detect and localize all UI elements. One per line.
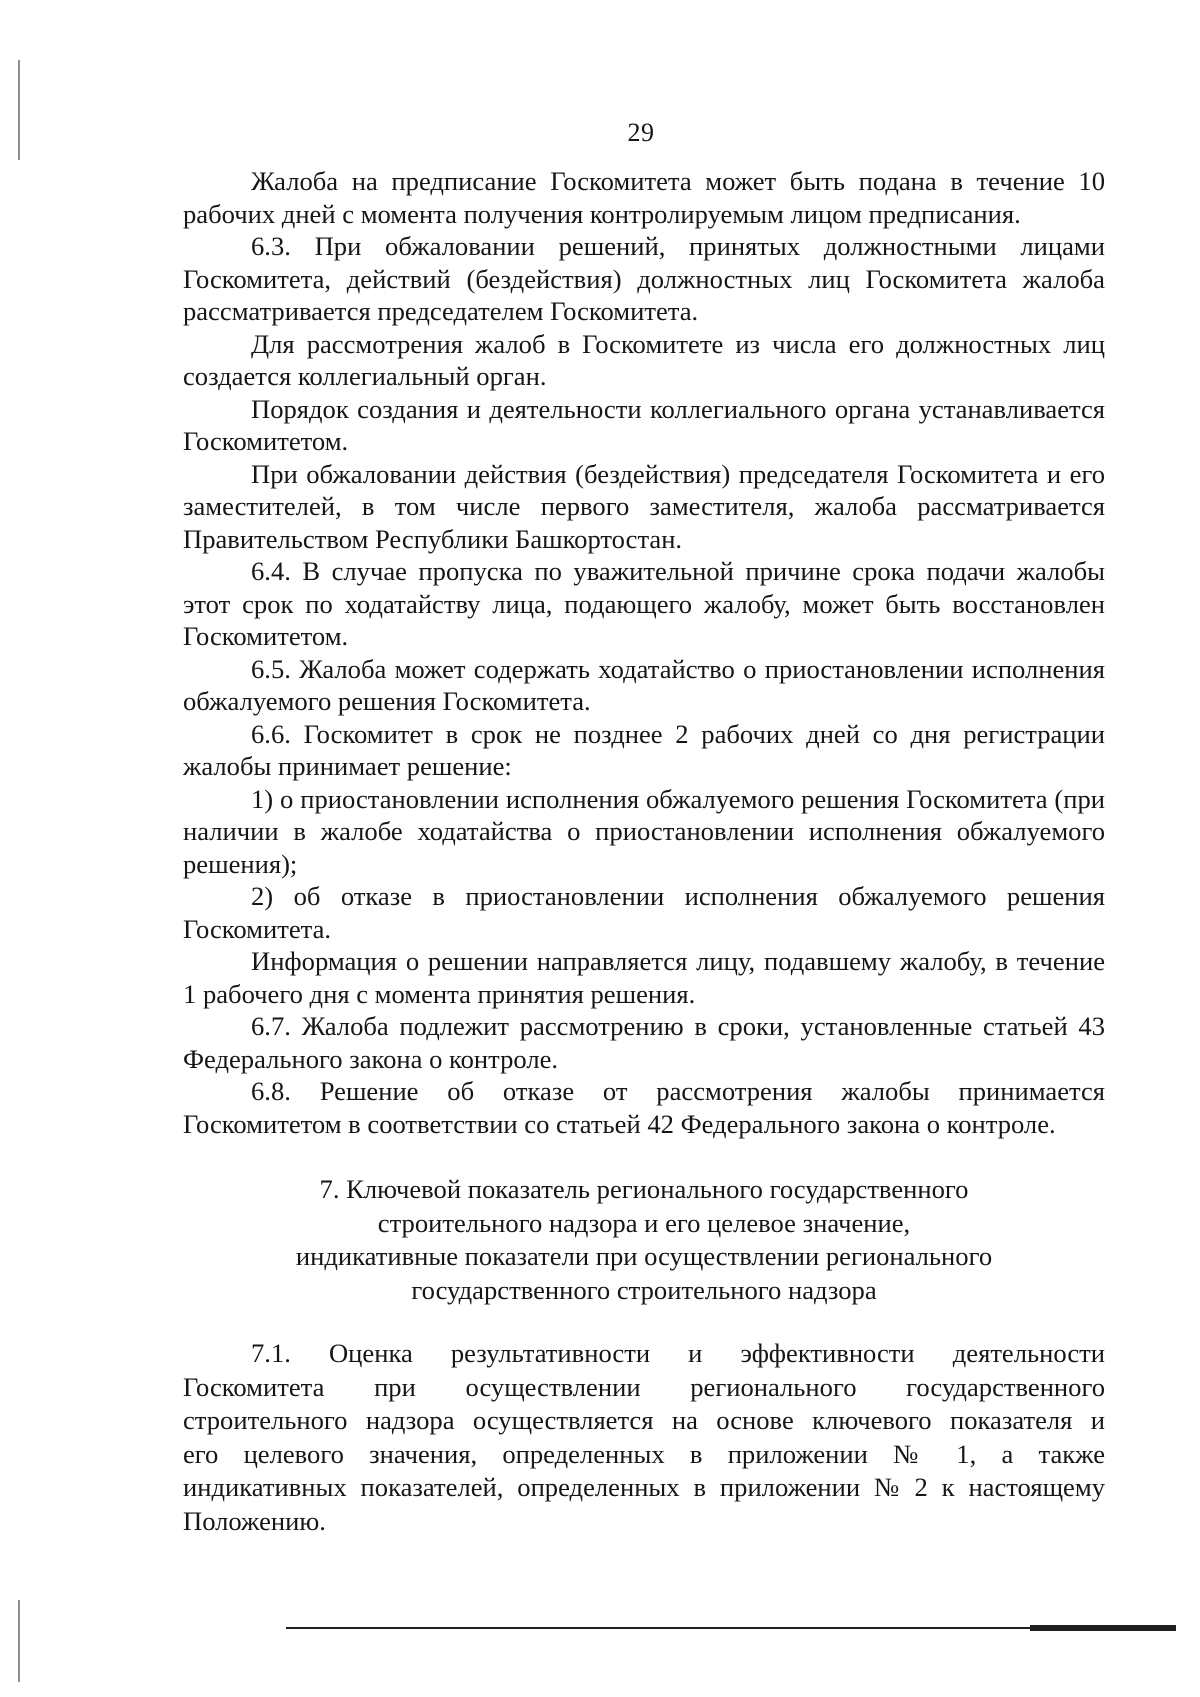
paragraph: 7.1. Оценка результативности и эффективности деятельности Госкомитета при осуществлении регионального государственного строительного надзора осуществляется на основе ключевого показателя и его целевого значения, определенных в приложении № 1, а также индикативных показателей, определенных в приложении № 2 к настоящему Положению. — [183, 1338, 1105, 1536]
footer-rule-accent — [1030, 1625, 1176, 1631]
body-text — [183, 165, 1105, 1140]
paragraph: Информация о решении направляется лицу, подавшему жалобу, в течение 1 рабочего дня с момента принятия решения. — [183, 946, 1105, 1009]
paragraph: Жалоба на предписание Госкомитета может быть подана в течение 10 рабочих дней с момента получения контролируемым лицом предписания. — [183, 166, 1105, 229]
paragraph: Порядок создания и деятельности коллегиального органа устанавливается Госкомитетом. — [183, 393, 1105, 456]
paragraph: 6.3. При обжаловании решений, принятых должностными лицами Госкомитета, действий (бездействия) должностных лиц Госкомитета жалоба рассматривается председателем Госкомитета. — [183, 231, 1105, 326]
paragraph: 2) об отказе в приостановлении исполнения обжалуемого решения Госкомитета. — [183, 881, 1105, 944]
section-body — [183, 1337, 1105, 1538]
paragraph: 6.5. Жалоба может содержать ходатайство о приостановлении исполнения обжалуемого решения Госкомитета. — [183, 653, 1105, 716]
section-heading-line: индикативные показатели при осуществлении регионального — [295, 1241, 993, 1271]
paragraph: 6.8. Решение об отказе от рассмотрения жалобы принимается Госкомитетом в соответствии со статьей 42 Федерального закона о контроле. — [183, 1076, 1105, 1139]
paragraph: 6.4. В случае пропуска по уважительной причине срока подачи жалобы этот срок по ходатайству лица, подающего жалобу, может быть восстановлен Госкомитетом. — [183, 556, 1105, 651]
section-heading-line: государственного строительного надзора — [411, 1274, 877, 1305]
paragraph: Для рассмотрения жалоб в Госкомитете из числа его должностных лиц создается коллегиальный орган. — [183, 328, 1105, 391]
paragraph: 6.7. Жалоба подлежит рассмотрению в сроки, установленные статьей 43 Федерального закона о контроле. — [183, 1011, 1105, 1074]
section-heading — [183, 1173, 1105, 1307]
section-heading-line: 7. Ключевой показатель регионального государственного — [319, 1174, 969, 1204]
paragraph: 6.6. Госкомитет в срок не позднее 2 рабочих дней со дня регистрации жалобы принимает решение: — [183, 718, 1105, 781]
paragraph: 1) о приостановлении исполнения обжалуемого решения Госкомитета (при наличии в жалобе ходатайства о приостановлении исполнения обжалуемого решения); — [183, 783, 1105, 879]
paragraph: При обжаловании действия (бездействия) председателя Госкомитета и его заместителей, в том числе первого заместителя, жалоба рассматривается Правительством Республики Башкортостан. — [183, 458, 1105, 554]
scan-edge-mark — [18, 1600, 20, 1682]
section-heading-line: строительного надзора и его целевое значение, — [377, 1207, 911, 1238]
page-number: 29 — [627, 118, 655, 147]
